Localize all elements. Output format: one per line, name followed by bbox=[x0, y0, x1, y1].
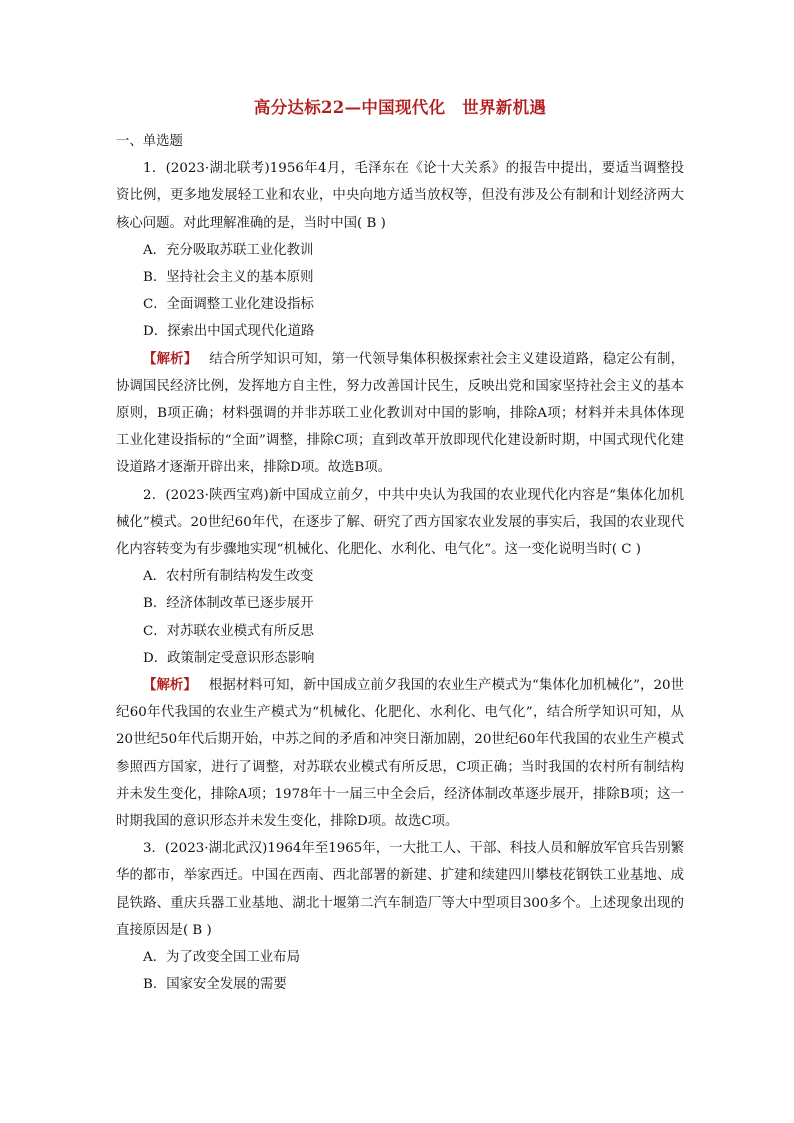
question-3 bbox=[116, 835, 684, 998]
document-page bbox=[116, 96, 684, 999]
option-b: B．经济体制改革已逐步展开 bbox=[143, 596, 314, 612]
analysis-tag: 【解析】 bbox=[143, 350, 198, 367]
question-stem: 1．(2023·湖北联考)1956年4月，毛泽东在《论十大关系》的报告中提出，要适当调整投资比例，更多地发展轻工业和农业，中央向地方适当放权等，但没有涉及公有制和计划经济两大核心问题。对此理解准确的是，当时中国( B ) bbox=[116, 161, 684, 231]
option-c: C．全面调整工业化建设指标 bbox=[143, 297, 314, 313]
option-a: A．充分吸取苏联工业化教训 bbox=[143, 242, 314, 258]
page-title: 高分达标22—中国现代化 世界新机遇 bbox=[253, 98, 547, 117]
analysis bbox=[116, 346, 684, 482]
question-stem: 3．(2023·湖北武汉)1964年至1965年，一大批工人、干部、科技人员和解放军官兵告别繁华的都市，举家西迁。中国在西南、西北部署的新建、扩建和续建四川攀枝花钢铁工业基地、成昆铁路、重庆兵器工业基地、湖北十堰第二汽车制造厂等大中型项目300多个。上述现象出现的直接原因是( B ) bbox=[116, 841, 684, 938]
analysis-tag: 【解析】 bbox=[143, 677, 197, 694]
question-stem: 2．(2023·陕西宝鸡)新中国成立前夕，中共中央认为我国的农业现代化内容是“集体化加机械化”模式。20世纪60年代，在逐步了解、研究了西方国家农业发展的事实后，我国的农业现代化内容转变为有步骤地实现“机械化、化肥化、水利化、电气化”。这一变化说明当时( C ) bbox=[116, 487, 684, 558]
option-b: B．国家安全发展的需要 bbox=[143, 977, 287, 993]
analysis-text: 结合所学知识可知，第一代领导集体积极探索社会主义建设道路，稳定公有制，协调国民经济比例，发挥地方自主性，努力改善国计民生，反映出党和国家坚持社会主义的基本原则，B项正确；材料强调的并非苏联工业化教训对中国的影响，排除A项；材料并未具体体现工业化建设指标的“全面”调整，排除C项；直到改革开放即现代化建设新时期，中国式现代化建设道路才逐渐开辟出来，排除D项。故选B项。 bbox=[116, 351, 685, 476]
option-a: A．农村所有制结构发生改变 bbox=[143, 569, 314, 585]
section-heading: 一、单选题 bbox=[116, 134, 183, 149]
option-b: B．坚持社会主义的基本原则 bbox=[143, 270, 314, 286]
analysis bbox=[116, 672, 684, 835]
option-a: A．为了改变全国工业布局 bbox=[143, 950, 300, 966]
question-2 bbox=[116, 482, 684, 836]
question-1 bbox=[116, 155, 684, 481]
analysis-text: 根据材料可知，新中国成立前夕我国的农业生产模式为“集体化加机械化”，20世纪60年代我国的农业生产模式为“机械化、化肥化、水利化、电气化”，结合所学知识可知，从20世纪50年代后期开始，中苏之间的矛盾和冲突日渐加剧，20世纪60年代我国的农业生产模式参照西方国家，进行了调整，对苏联农业模式有所反思，C项正确；当时我国的农村所有制结构并未发生变化，排除A项；1978年十一届三中全会后，经济体制改革逐步展开，排除B项；这一时期我国的意识形态并未发生变化，排除D项。故选C项。 bbox=[116, 678, 685, 830]
option-c: C．对苏联农业模式有所反思 bbox=[143, 623, 314, 639]
option-d: D．政策制定受意识形态影响 bbox=[143, 650, 315, 666]
option-d: D．探索出中国式现代化道路 bbox=[143, 324, 315, 340]
